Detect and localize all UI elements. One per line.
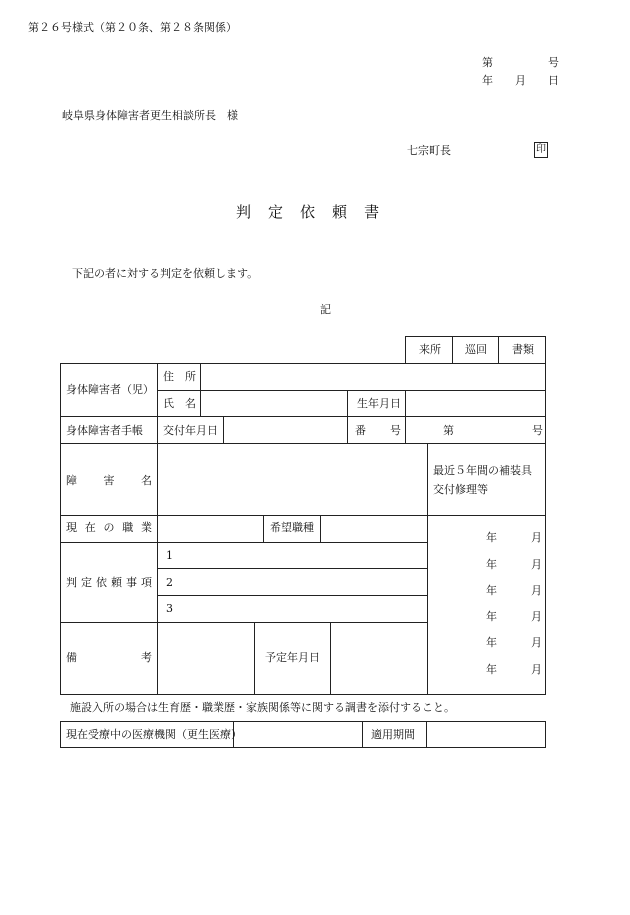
option-documents: 書類: [512, 343, 534, 356]
attachment-note: 施設入所の場合は生育歴・職業歴・家族関係等に関する調書を添付すること。: [70, 701, 455, 714]
address-label-char: 住: [163, 370, 174, 383]
remarks-label-char: 考: [141, 651, 152, 664]
request-item-3: 3: [166, 602, 173, 615]
occupation-label: [66, 522, 152, 533]
number-label-char: 号: [390, 424, 401, 437]
ym-month: 月: [531, 610, 542, 623]
number-suffix: 号: [532, 424, 543, 437]
application-period-label: 適用期間: [371, 728, 415, 741]
request-label-char: 頼: [111, 576, 122, 589]
number-label-char: 番: [355, 424, 366, 437]
number-label: [355, 425, 401, 436]
equipment-label-line1: 最近５年間の補装具: [433, 464, 532, 477]
remarks-label: [66, 652, 152, 663]
doc-no-prefix: 第: [482, 56, 493, 69]
title-char: 書: [364, 203, 380, 221]
occupation-label-char: 現: [66, 521, 77, 534]
number-prefix: 第: [443, 424, 454, 437]
request-label-char: 項: [141, 576, 152, 589]
title-char: 頼: [332, 203, 348, 221]
form-number: 第２６号様式（第２０条、第２８条関係）: [28, 21, 237, 34]
person-label: 身体障害者（児）: [66, 383, 154, 396]
request-label: [66, 577, 152, 588]
request-label-char: 定: [81, 576, 92, 589]
issue-date-label: 交付年月日: [163, 424, 218, 437]
name-label-char: 名: [185, 397, 196, 410]
option-tour: 巡回: [465, 343, 487, 356]
name-label: [163, 398, 196, 409]
equipment-label-line2: 交付修理等: [433, 483, 488, 496]
title-char: 定: [268, 203, 284, 221]
ym-month: 月: [531, 531, 542, 544]
request-item-1: 1: [166, 549, 173, 562]
occupation-label-char: 在: [84, 521, 96, 534]
date-year: 年: [482, 74, 493, 87]
doc-no-suffix: 号: [548, 56, 559, 69]
remarks-label-char: 備: [66, 651, 77, 664]
request-label-char: 判: [66, 576, 77, 589]
intro-text: 下記の者に対する判定を依頼します。: [72, 267, 259, 280]
request-item-2: 2: [166, 576, 173, 589]
sender: 七宗町長: [407, 144, 451, 157]
handbook-label: 身体障害者手帳: [66, 424, 143, 437]
ym-year: 年: [486, 584, 497, 597]
occupation-label-char: の: [103, 521, 115, 534]
occupation-label-char: 職: [122, 521, 134, 534]
disability-label: [66, 475, 152, 486]
title-char: 依: [300, 203, 316, 221]
occupation-label-char: 業: [141, 521, 152, 534]
ym-month: 月: [531, 636, 542, 649]
disability-label-char: 害: [103, 474, 115, 487]
disability-label-char: 障: [66, 474, 77, 487]
date-month: 月: [515, 74, 526, 87]
ym-year: 年: [486, 636, 497, 649]
ym-month: 月: [531, 558, 542, 571]
option-visit: 来所: [419, 343, 441, 356]
title-char: 判: [236, 203, 252, 221]
desired-job-label: 希望職種: [270, 521, 314, 534]
request-label-char: 依: [96, 576, 107, 589]
addressee: 岐阜県身体障害者更生相談所長 様: [62, 109, 238, 122]
request-label-char: 事: [126, 576, 137, 589]
scheduled-date-label: 予定年月日: [265, 651, 320, 664]
address-label-char: 所: [185, 370, 196, 383]
ym-year: 年: [486, 610, 497, 623]
disability-label-char: 名: [141, 474, 152, 487]
ym-month: 月: [531, 584, 542, 597]
date-day: 日: [548, 74, 559, 87]
ki-label: 記: [320, 303, 331, 316]
ym-year: 年: [486, 558, 497, 571]
name-label-char: 氏: [163, 397, 174, 410]
birthdate-label: 生年月日: [357, 397, 401, 410]
address-label: [163, 371, 196, 382]
medical-institution-label: 現在受療中の医療機関（更生医療）: [66, 728, 242, 741]
ym-year: 年: [486, 531, 497, 544]
ym-month: 月: [531, 663, 542, 676]
ym-year: 年: [486, 663, 497, 676]
seal-box: 印: [534, 142, 548, 158]
